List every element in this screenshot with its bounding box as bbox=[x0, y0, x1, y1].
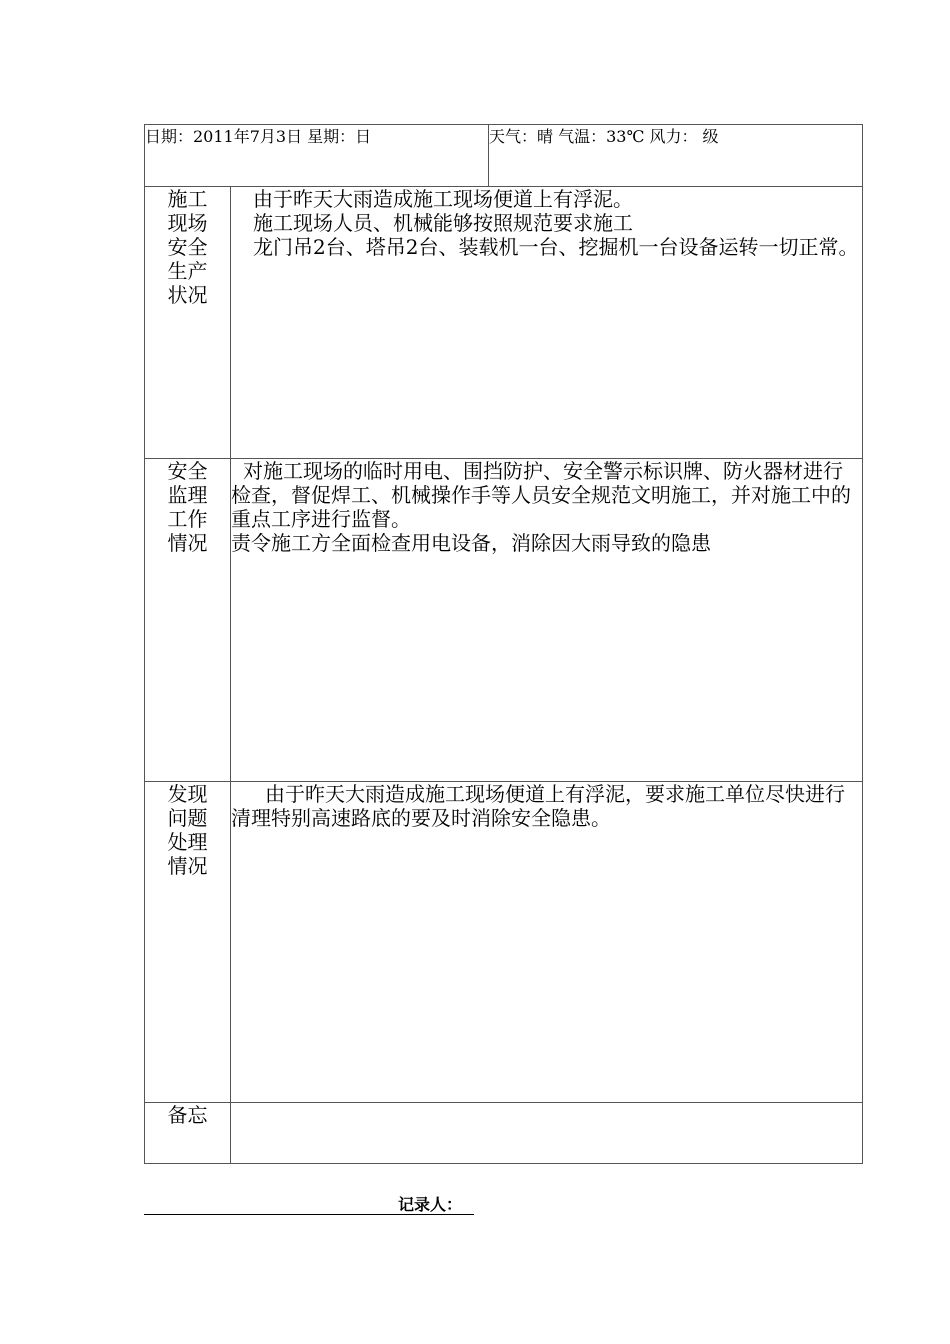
date-text: 日期：2011年7月3日 星期：日 bbox=[145, 127, 372, 146]
date-cell bbox=[145, 125, 489, 187]
site-status-paragraph: 施工现场人员、机械能够按照规范要求施工 bbox=[253, 211, 633, 235]
site-status-paragraph: 龙门吊2台、塔吊2台、装载机一台、挖掘机一台设备运转一切正常。 bbox=[253, 235, 859, 259]
section-label-supervision: 安全监理工作情况 bbox=[145, 459, 231, 782]
weather-cell bbox=[489, 125, 863, 187]
section-content-memo bbox=[231, 1103, 863, 1164]
recorder-line bbox=[144, 1192, 474, 1215]
recorder-label: 记录人： bbox=[398, 1195, 463, 1214]
section-content-issues bbox=[231, 782, 863, 1103]
supervision-paragraph: 对施工现场的临时用电、围挡防护、安全警示标识牌、防火器材进行检查，督促焊工、机械操作手等人员安全规范文明施工，并对施工中的重点工序进行监督。 bbox=[231, 459, 851, 531]
safety-log-table bbox=[144, 124, 863, 1164]
site-status-paragraph: 由于昨天大雨造成施工现场便道上有浮泥。 bbox=[253, 187, 633, 211]
supervision-paragraph: 责令施工方全面检查用电设备，消除因大雨导致的隐患 bbox=[231, 531, 711, 555]
section-label-issues: 发现问题处理情况 bbox=[145, 782, 231, 1103]
issues-paragraph: 由于昨天大雨造成施工现场便道上有浮泥，要求施工单位尽快进行清理特别高速路底的要及时消除安全隐患。 bbox=[231, 782, 845, 830]
section-label-site-status: 施工现场安全生产状况 bbox=[145, 187, 231, 459]
section-content-supervision bbox=[231, 459, 863, 782]
section-label-memo: 备忘 bbox=[145, 1103, 231, 1164]
weather-text: 天气：晴 气温：33℃ 风力： 级 bbox=[489, 127, 719, 146]
section-content-site-status bbox=[231, 187, 863, 459]
